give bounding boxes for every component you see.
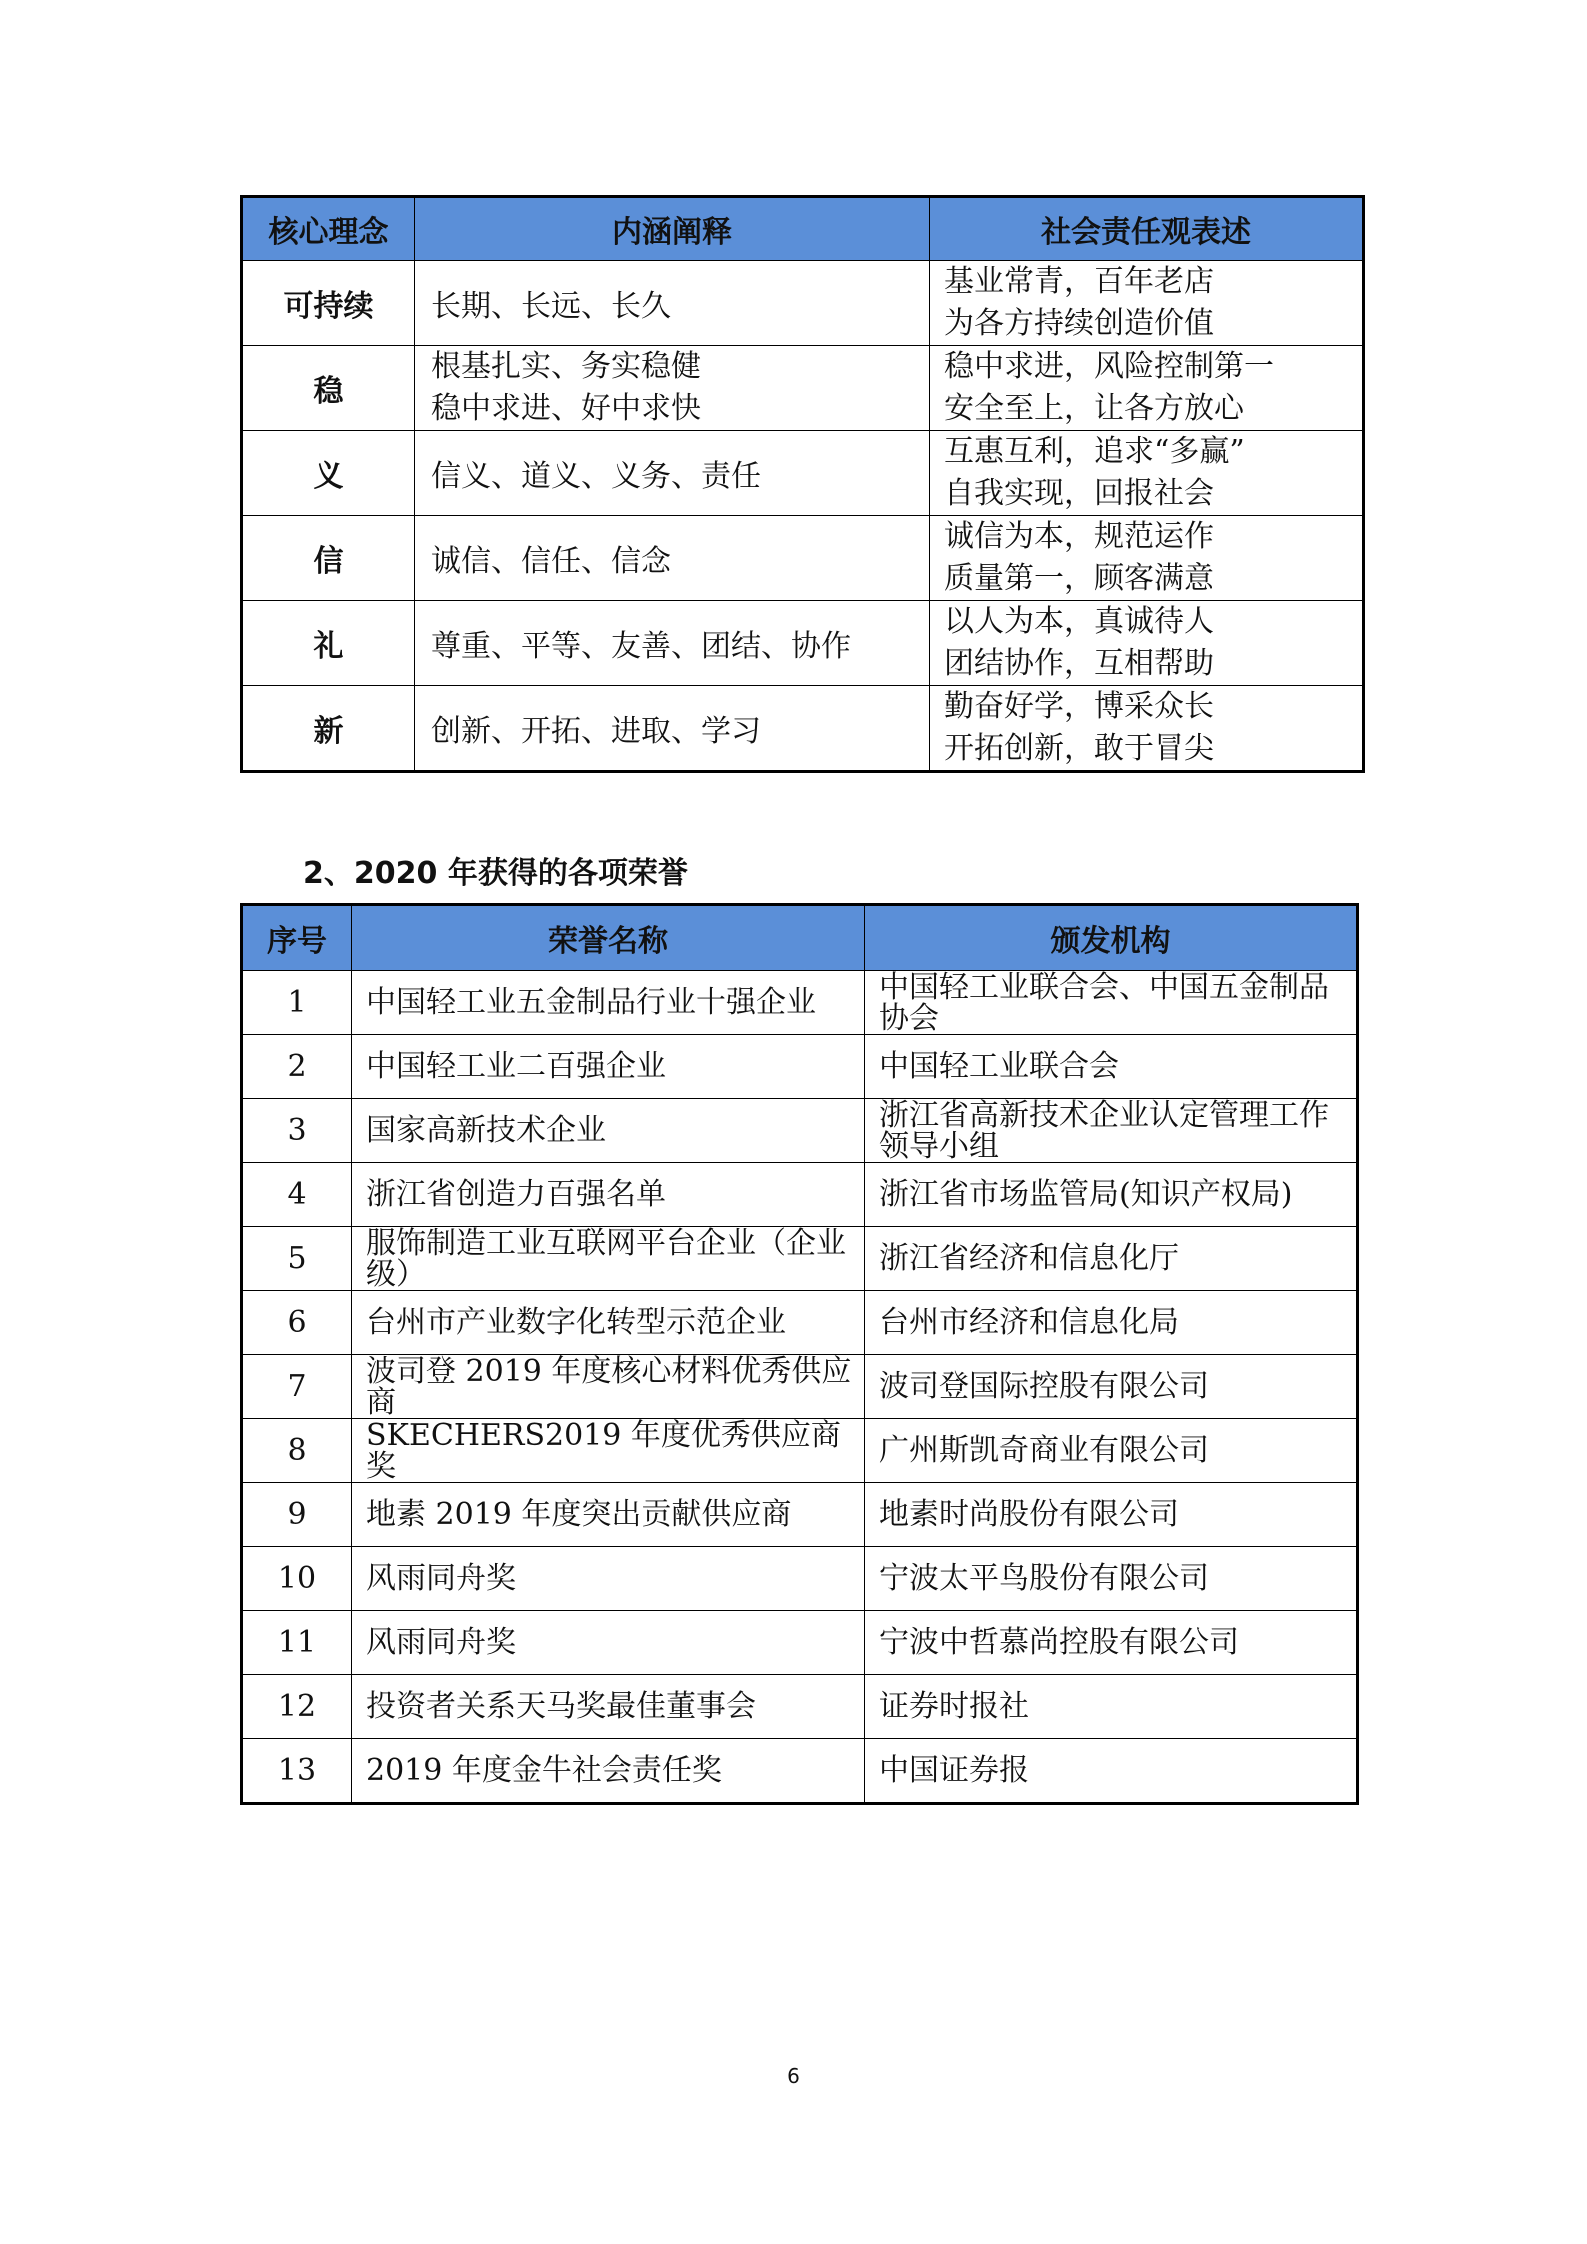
honor-name-cell: 服饰制造工业互联网平台企业（企业级） bbox=[352, 1227, 865, 1291]
table-row bbox=[242, 1739, 1358, 1804]
meaning-cell: 创新、开拓、进取、学习 bbox=[415, 686, 930, 772]
honor-name-cell: 地素 2019 年度突出贡献供应商 bbox=[352, 1483, 865, 1547]
core-concept-cell: 礼 bbox=[242, 601, 415, 686]
honor-name-cell: 2019 年度金牛社会责任奖 bbox=[352, 1739, 865, 1804]
serial-number-cell: 4 bbox=[242, 1163, 352, 1227]
issuing-organization-cell: 宁波中哲慕尚控股有限公司 bbox=[865, 1611, 1358, 1675]
meaning-cell: 尊重、平等、友善、团结、协作 bbox=[415, 601, 930, 686]
table-row bbox=[242, 261, 1364, 346]
core-values-table bbox=[240, 195, 1365, 773]
meaning-line: 根基扎实、务实稳健 bbox=[431, 349, 701, 384]
table-row bbox=[242, 1675, 1358, 1739]
statement-cell bbox=[930, 261, 1364, 346]
honors-table-body bbox=[242, 971, 1358, 1804]
statement-line: 勤奋好学，博采众长 bbox=[944, 689, 1214, 724]
issuing-organization-cell: 宁波太平鸟股份有限公司 bbox=[865, 1547, 1358, 1611]
meaning-cell: 长期、长远、长久 bbox=[415, 261, 930, 346]
honors-table bbox=[240, 903, 1359, 1805]
page-number: 6 bbox=[787, 2064, 800, 2088]
honor-name-cell: 投资者关系天马奖最佳董事会 bbox=[352, 1675, 865, 1739]
issuing-organization-cell: 中国轻工业联合会、中国五金制品协会 bbox=[865, 971, 1358, 1035]
honor-name-cell: 中国轻工业五金制品行业十强企业 bbox=[352, 971, 865, 1035]
core-concept-cell: 义 bbox=[242, 431, 415, 516]
serial-number-cell: 10 bbox=[242, 1547, 352, 1611]
statement-line: 开拓创新，敢于冒尖 bbox=[944, 731, 1214, 766]
statement-cell bbox=[930, 516, 1364, 601]
table-row bbox=[242, 1419, 1358, 1483]
serial-number-cell: 2 bbox=[242, 1035, 352, 1099]
issuing-organization-cell: 浙江省高新技术企业认定管理工作领导小组 bbox=[865, 1099, 1358, 1163]
serial-number-cell: 3 bbox=[242, 1099, 352, 1163]
statement-line: 为各方持续创造价值 bbox=[944, 306, 1214, 341]
issuing-organization-cell: 地素时尚股份有限公司 bbox=[865, 1483, 1358, 1547]
issuing-organization-cell: 证券时报社 bbox=[865, 1675, 1358, 1739]
statement-line: 团结协作，互相帮助 bbox=[944, 646, 1214, 681]
table-row bbox=[242, 1035, 1358, 1099]
header-serial-number: 序号 bbox=[242, 905, 352, 971]
serial-number-cell: 12 bbox=[242, 1675, 352, 1739]
statement-cell bbox=[930, 601, 1364, 686]
serial-number-cell: 8 bbox=[242, 1419, 352, 1483]
table-row bbox=[242, 686, 1364, 772]
table-row bbox=[242, 1355, 1358, 1419]
issuing-organization-cell: 广州斯凯奇商业有限公司 bbox=[865, 1419, 1358, 1483]
table-row bbox=[242, 1483, 1358, 1547]
statement-line: 以人为本，真诚待人 bbox=[944, 604, 1214, 639]
statement-line: 稳中求进，风险控制第一 bbox=[944, 349, 1274, 384]
header-honor-name: 荣誉名称 bbox=[352, 905, 865, 971]
serial-number-cell: 9 bbox=[242, 1483, 352, 1547]
table-row bbox=[242, 1291, 1358, 1355]
statement-line: 诚信为本，规范运作 bbox=[944, 519, 1214, 554]
header-meaning: 内涵阐释 bbox=[415, 197, 930, 261]
header-social-responsibility: 社会责任观表述 bbox=[930, 197, 1364, 261]
serial-number-cell: 1 bbox=[242, 971, 352, 1035]
honor-name-cell: 中国轻工业二百强企业 bbox=[352, 1035, 865, 1099]
meaning-cell: 信义、道义、义务、责任 bbox=[415, 431, 930, 516]
table-row bbox=[242, 971, 1358, 1035]
meaning-cell: 诚信、信任、信念 bbox=[415, 516, 930, 601]
issuing-organization-cell: 中国轻工业联合会 bbox=[865, 1035, 1358, 1099]
serial-number-cell: 5 bbox=[242, 1227, 352, 1291]
core-concept-cell: 信 bbox=[242, 516, 415, 601]
table-row bbox=[242, 1099, 1358, 1163]
table-row bbox=[242, 516, 1364, 601]
table-row bbox=[242, 1227, 1358, 1291]
statement-line: 质量第一，顾客满意 bbox=[944, 561, 1214, 596]
statement-cell bbox=[930, 346, 1364, 431]
statement-line: 互惠互利，追求“多赢” bbox=[944, 434, 1245, 469]
statement-cell bbox=[930, 431, 1364, 516]
statement-cell bbox=[930, 686, 1364, 772]
serial-number-cell: 7 bbox=[242, 1355, 352, 1419]
header-issuing-organization: 颁发机构 bbox=[865, 905, 1358, 971]
statement-line: 基业常青，百年老店 bbox=[944, 264, 1214, 299]
honor-name-cell: 台州市产业数字化转型示范企业 bbox=[352, 1291, 865, 1355]
serial-number-cell: 11 bbox=[242, 1611, 352, 1675]
table-row bbox=[242, 1547, 1358, 1611]
honor-name-cell: 波司登 2019 年度核心材料优秀供应商 bbox=[352, 1355, 865, 1419]
issuing-organization-cell: 台州市经济和信息化局 bbox=[865, 1291, 1358, 1355]
statement-line: 安全至上，让各方放心 bbox=[944, 391, 1244, 426]
core-values-header-row bbox=[242, 197, 1364, 261]
meaning-line: 稳中求进、好中求快 bbox=[431, 391, 701, 426]
core-concept-cell: 新 bbox=[242, 686, 415, 772]
core-concept-cell: 稳 bbox=[242, 346, 415, 431]
table-row bbox=[242, 601, 1364, 686]
serial-number-cell: 13 bbox=[242, 1739, 352, 1804]
statement-line: 自我实现，回报社会 bbox=[944, 476, 1214, 511]
table-row bbox=[242, 431, 1364, 516]
serial-number-cell: 6 bbox=[242, 1291, 352, 1355]
issuing-organization-cell: 波司登国际控股有限公司 bbox=[865, 1355, 1358, 1419]
issuing-organization-cell: 浙江省市场监管局(知识产权局) bbox=[865, 1163, 1358, 1227]
table-row bbox=[242, 346, 1364, 431]
header-core-concept: 核心理念 bbox=[242, 197, 415, 261]
honor-name-cell: 风雨同舟奖 bbox=[352, 1611, 865, 1675]
meaning-cell bbox=[415, 346, 930, 431]
issuing-organization-cell: 中国证券报 bbox=[865, 1739, 1358, 1804]
table-row bbox=[242, 1611, 1358, 1675]
honor-name-cell: 浙江省创造力百强名单 bbox=[352, 1163, 865, 1227]
table-row bbox=[242, 1163, 1358, 1227]
honor-name-cell: 国家高新技术企业 bbox=[352, 1099, 865, 1163]
honor-name-cell: SKECHERS2019 年度优秀供应商奖 bbox=[352, 1419, 865, 1483]
core-concept-cell: 可持续 bbox=[242, 261, 415, 346]
honors-header-row bbox=[242, 905, 1358, 971]
section-title: 2、2020 年获得的各项荣誉 bbox=[303, 856, 688, 891]
honor-name-cell: 风雨同舟奖 bbox=[352, 1547, 865, 1611]
issuing-organization-cell: 浙江省经济和信息化厅 bbox=[865, 1227, 1358, 1291]
